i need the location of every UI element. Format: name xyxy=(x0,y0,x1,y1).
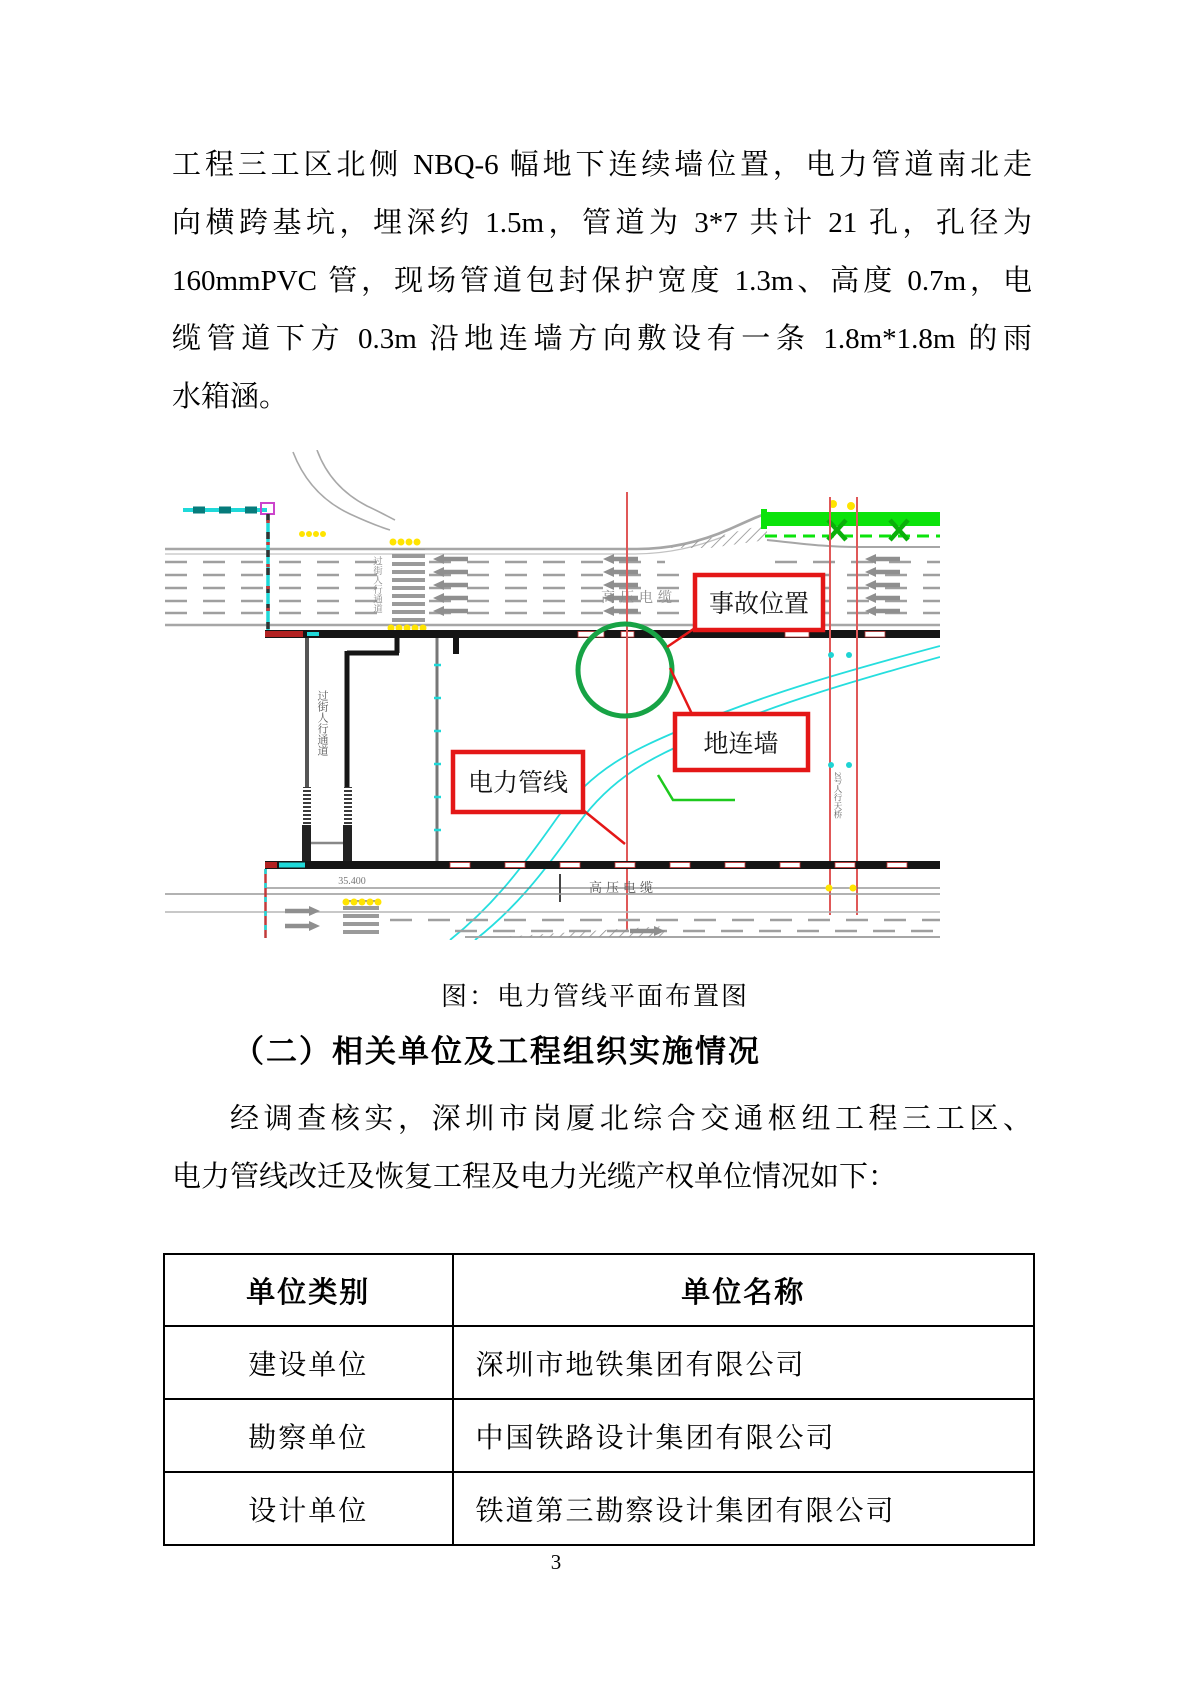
page-number: 3 xyxy=(550,1550,562,1574)
utility-line-topleft xyxy=(183,503,274,631)
cell-unit-category: 勘察单位 xyxy=(164,1399,453,1472)
table-row xyxy=(164,1399,1034,1472)
units-table xyxy=(163,1253,1035,1546)
power-pipeline-label: 电力管线 xyxy=(467,770,569,797)
passage-label-pit: 过街人行通道 xyxy=(316,690,328,756)
cell-unit-category: 建设单位 xyxy=(164,1326,453,1399)
dimension-line xyxy=(265,874,940,902)
plan-drawing xyxy=(165,450,940,940)
paragraph-line: 水箱涵。 xyxy=(172,381,289,413)
table-row xyxy=(164,1326,1034,1399)
footbridge-label: 2号人行天桥 xyxy=(833,772,843,819)
paragraph-line: 工程三工区北侧 NBQ-6 幅地下连续墙位置，电力管道南北走 xyxy=(172,149,1032,181)
crosswalk-bottom xyxy=(343,900,379,936)
paragraph-line: 缆管道下方 0.3m 沿地连墙方向敷设有一条 1.8m*1.8m 的雨 xyxy=(172,323,1032,355)
green-utility-line xyxy=(658,775,735,800)
header-unit-name: 单位名称 xyxy=(453,1254,1034,1326)
body-paragraph xyxy=(172,1090,1032,1206)
cyan-dots xyxy=(828,652,852,768)
dimension-label: 35.400 xyxy=(338,876,366,887)
paragraph-line: 160mmPVC 管，现场管道包封保护宽度 1.3m、高度 0.7m，电 xyxy=(172,265,1032,297)
paragraph-line: 经调查核实，深圳市岗厦北综合交通枢纽工程三工区、 xyxy=(230,1103,1032,1135)
paragraph-line: 向横跨基坑，埋深约 1.5m，管道为 3*7 共计 21 孔，孔径为 xyxy=(172,207,1032,239)
hv-cable-label-bottom: 高压电缆 xyxy=(589,880,658,895)
crosswalk-top xyxy=(392,549,425,623)
intro-paragraph xyxy=(172,136,1032,426)
cell-unit-name: 中国铁路设计集团有限公司 xyxy=(453,1399,1034,1472)
north-wall xyxy=(265,630,940,654)
figure-power-pipeline-plan xyxy=(165,450,940,940)
header-unit-category: 单位类别 xyxy=(164,1254,453,1326)
section-heading: （二）相关单位及工程组织实施情况 xyxy=(233,1034,761,1069)
hv-cable-label-top: 高压电缆 xyxy=(601,591,677,606)
table-row xyxy=(164,1472,1034,1545)
footbridge-structure xyxy=(761,500,940,540)
cell-unit-name: 铁道第三勘察设计集团有限公司 xyxy=(453,1472,1034,1545)
passage-label-road: 过街人行通道 xyxy=(371,556,381,613)
paragraph-line: 电力管线改迁及恢复工程及电力光缆产权单位情况如下： xyxy=(172,1161,898,1193)
pedestrian-passage-structure xyxy=(302,638,441,861)
cell-unit-name: 深圳市地铁集团有限公司 xyxy=(453,1326,1034,1399)
cell-unit-category: 设计单位 xyxy=(164,1472,453,1545)
bottom-road xyxy=(165,869,940,938)
diaphragm-wall-label: 地连墙 xyxy=(703,731,779,758)
accident-location-label: 事故位置 xyxy=(708,591,810,618)
table-header-row xyxy=(164,1254,1034,1326)
figure-caption: 图：电力管线平面布置图 xyxy=(440,982,749,1011)
merge-hatch xyxy=(670,524,767,548)
south-wall xyxy=(265,861,940,869)
